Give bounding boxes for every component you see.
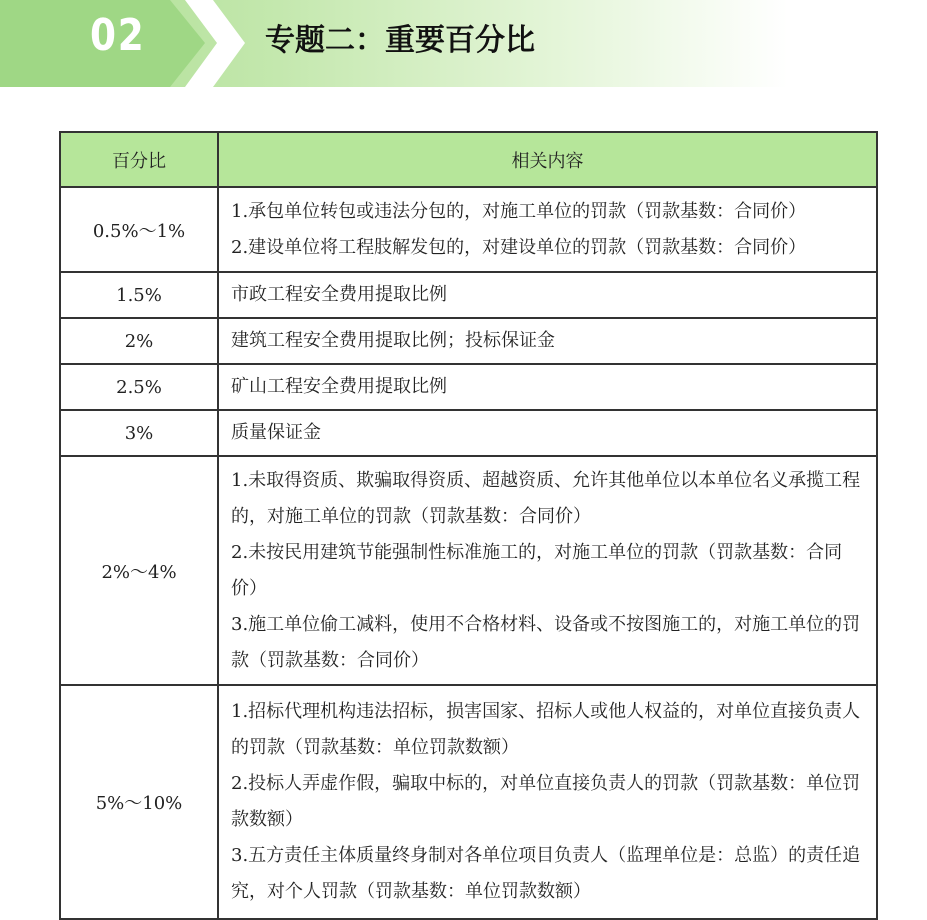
content-line: 2.投标人弄虚作假，骗取中标的，对单位直接负责人的罚款（罚款基数：单位罚款数额） [231,773,861,830]
table-row [60,187,877,272]
table-row [60,272,877,318]
header-banner [0,0,927,87]
content-line: 1.承包单位转包或违法分包的，对施工单位的罚款（罚款基数：合同价） [231,200,807,222]
section-number: 02 [90,10,146,61]
table-row [60,318,877,364]
table-row [60,364,877,410]
content-line: 质量保证金 [231,422,321,443]
column-header-percentage: 百分比 [60,132,218,187]
percentage-table [59,131,878,920]
content-line: 市政工程安全费用提取比例 [231,284,447,305]
content-line: 建筑工程安全费用提取比例；投标保证金 [231,330,555,351]
content-cell [218,410,877,456]
percentage-cell: 2.5% [60,364,218,410]
percentage-cell: 5%～10% [60,685,218,919]
table-row [60,685,877,919]
content-line: 2.建设单位将工程肢解发包的，对建设单位的罚款（罚款基数：合同价） [231,236,807,258]
percentage-cell: 0.5%～1% [60,187,218,272]
percentage-cell: 2% [60,318,218,364]
table-row [60,410,877,456]
content-cell [218,456,877,685]
percentage-cell: 2%～4% [60,456,218,685]
content-line: 2.未按民用建筑节能强制性标准施工的，对施工单位的罚款（罚款基数：合同价） [231,541,843,599]
page-title: 专题二：重要百分比 [265,23,535,58]
content-cell [218,364,877,410]
content-line: 矿山工程安全费用提取比例 [231,376,447,397]
content-cell [218,187,877,272]
content-cell [218,272,877,318]
column-header-content: 相关内容 [218,132,877,187]
table-row [60,456,877,685]
percentage-cell: 3% [60,410,218,456]
content-cell [218,318,877,364]
content-line: 3.施工单位偷工减料，使用不合格材料、设备或不按图施工的，对施工单位的罚款（罚款基数：合同价） [231,613,861,671]
content-cell [218,685,877,919]
content-line: 3.五方责任主体质量终身制对各单位项目负责人（监理单位是：总监）的责任追究，对个人罚款（罚款基数：单位罚款数额） [231,845,861,902]
percentage-cell: 1.5% [60,272,218,318]
content-line: 1.招标代理机构违法招标，损害国家、招标人或他人权益的，对单位直接负责人的罚款（罚款基数：单位罚款数额） [231,701,861,758]
content-line: 1.未取得资质、欺骗取得资质、超越资质、允许其他单位以本单位名义承揽工程的，对施工单位的罚款（罚款基数：合同价） [231,469,861,527]
